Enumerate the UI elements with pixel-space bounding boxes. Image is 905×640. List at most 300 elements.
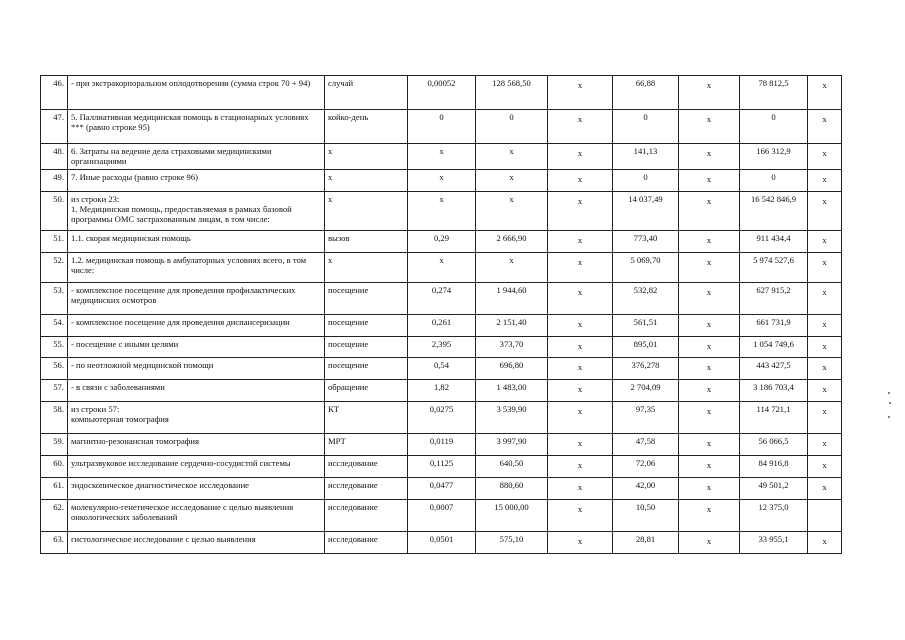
row-name: [68, 283, 325, 315]
cell-norm-cost: [476, 110, 548, 144]
cell-norm-volume: [408, 478, 476, 500]
cell-x-text: х: [706, 114, 712, 124]
row-number-text: 50.: [53, 194, 64, 204]
row-name: [68, 170, 325, 192]
cell-per-capita: [613, 283, 679, 315]
cell-x-text: х: [822, 196, 827, 206]
cell-x: [808, 380, 842, 402]
row-unit-text: случай: [328, 78, 354, 88]
cell-norm-cost: [476, 231, 548, 253]
cell-x: [548, 337, 613, 358]
cell-per-capita: [613, 110, 679, 144]
row-number-text: 48.: [53, 146, 64, 156]
row-name: [68, 380, 325, 402]
cell-per-capita: [613, 253, 679, 283]
row-name: [68, 500, 325, 532]
row-unit-text: х: [328, 146, 333, 156]
row-name-text: - комплексное посещение для проведения профилактических медицинских осмотров: [71, 285, 296, 305]
row-unit-text: исследование: [328, 502, 378, 512]
cell-per-capita-text: 0: [643, 112, 648, 122]
row-unit-text: х: [328, 194, 333, 204]
cell-norm-volume-text: 0,0275: [429, 404, 454, 414]
cell-x: [679, 358, 740, 380]
cell-x: [548, 456, 613, 478]
cell-x: [808, 253, 842, 283]
cell-per-capita-text: 72,06: [635, 458, 656, 468]
row-number-text: 60.: [53, 458, 64, 468]
cell-x-text: х: [577, 235, 583, 245]
cell-x: [548, 110, 613, 144]
row-name-text: ультразвуковое исследование сердечно-сосудистой системы: [71, 458, 291, 468]
row-unit: [325, 337, 408, 358]
cell-x: [808, 231, 842, 253]
cell-x: [679, 110, 740, 144]
cell-per-capita: [613, 337, 679, 358]
cell-x-text: х: [822, 114, 827, 124]
cell-x: [548, 380, 613, 402]
row-name-text: - в связи с заболеваниями: [71, 382, 165, 392]
cell-x: [679, 315, 740, 337]
cell-total-text: 627 915,2: [756, 285, 791, 295]
cell-norm-volume-text: х: [439, 172, 444, 182]
cell-total-text: 56 066,5: [758, 436, 789, 446]
row-number: [41, 402, 68, 434]
row-number-text: 61.: [53, 480, 64, 490]
cell-norm-volume-text: 0,29: [433, 233, 450, 243]
cell-x-text: х: [577, 536, 583, 546]
cell-norm-cost: [476, 170, 548, 192]
cell-x: [679, 231, 740, 253]
cell-x-text: х: [706, 438, 712, 448]
cell-x-text: х: [822, 148, 827, 158]
row-number-text: 59.: [53, 436, 64, 446]
cell-x-text: х: [577, 504, 583, 514]
cell-total: [740, 337, 808, 358]
cell-total: [740, 231, 808, 253]
cell-total-text: 166 312,9: [756, 146, 791, 156]
cell-x-text: х: [706, 235, 712, 245]
cell-x: [548, 192, 613, 231]
cell-total: [740, 434, 808, 456]
cell-per-capita-text: 773,40: [633, 233, 658, 243]
row-number: [41, 231, 68, 253]
cell-per-capita-text: 47,58: [635, 436, 656, 446]
table-row: [41, 170, 842, 192]
row-unit: [325, 380, 408, 402]
cell-x: [548, 76, 613, 110]
row-number: [41, 337, 68, 358]
cell-x-text: х: [822, 341, 827, 351]
scan-artifact: [888, 392, 890, 394]
cell-norm-cost: [476, 380, 548, 402]
scan-artifact: [888, 416, 890, 418]
row-number: [41, 478, 68, 500]
cell-per-capita: [613, 500, 679, 532]
cell-norm-volume-text: х: [439, 255, 444, 265]
cell-norm-volume-text: 0,274: [431, 285, 452, 295]
row-number-text: 49.: [53, 172, 64, 182]
cell-total: [740, 358, 808, 380]
row-unit-text: посещение: [328, 317, 369, 327]
cell-x: [679, 500, 740, 532]
cell-x: [548, 283, 613, 315]
cell-x-text: х: [706, 384, 712, 394]
cell-norm-volume: [408, 76, 476, 110]
cell-x: [548, 358, 613, 380]
cell-norm-volume: [408, 253, 476, 283]
row-name: [68, 478, 325, 500]
cell-x-text: х: [822, 406, 827, 416]
row-number-text: 52.: [53, 255, 64, 265]
cell-x: [808, 192, 842, 231]
row-name: [68, 434, 325, 456]
cell-per-capita: [613, 532, 679, 554]
row-unit: [325, 358, 408, 380]
cell-x: [808, 402, 842, 434]
cell-x: [679, 532, 740, 554]
cell-x: [808, 315, 842, 337]
cell-total: [740, 500, 808, 532]
cell-norm-volume-text: 0,0501: [429, 534, 454, 544]
cell-x: [548, 170, 613, 192]
cell-norm-volume: [408, 110, 476, 144]
cell-per-capita: [613, 315, 679, 337]
cell-norm-cost: [476, 76, 548, 110]
cell-per-capita: [613, 358, 679, 380]
cell-per-capita-text: 14 037,49: [628, 194, 663, 204]
cell-norm-cost-text: 575,10: [499, 534, 524, 544]
cell-norm-cost: [476, 478, 548, 500]
cell-x: [808, 478, 842, 500]
cell-x-text: х: [822, 319, 827, 329]
cell-x: [808, 283, 842, 315]
cell-x: [548, 253, 613, 283]
cell-norm-cost-text: 696,80: [499, 360, 524, 370]
cell-x: [679, 434, 740, 456]
cell-x-text: х: [822, 438, 827, 448]
cell-norm-volume: [408, 500, 476, 532]
cell-x: [548, 532, 613, 554]
cell-per-capita-text: 532,82: [633, 285, 658, 295]
row-number: [41, 380, 68, 402]
row-name-text: эндоскопическое диагностическое исследование: [71, 480, 250, 490]
cell-norm-cost-text: 2 151,40: [496, 317, 527, 327]
cell-per-capita-text: 10,50: [635, 502, 656, 512]
row-number-text: 53.: [53, 285, 64, 295]
cell-norm-volume-text: 0,1125: [429, 458, 454, 468]
cell-x: [548, 315, 613, 337]
row-name-text: 1.2. медицинская помощь в амбулаторных условиях всего, в том числе:: [71, 255, 307, 275]
cell-per-capita: [613, 380, 679, 402]
row-number-text: 47.: [53, 112, 64, 122]
table-row: [41, 231, 842, 253]
cell-x-text: х: [577, 384, 583, 394]
cell-x: [679, 380, 740, 402]
row-number: [41, 358, 68, 380]
budget-table: [40, 75, 842, 554]
table-row: [41, 315, 842, 337]
cell-x-text: х: [822, 384, 827, 394]
cell-x-text: х: [706, 80, 712, 90]
row-number-text: 55.: [53, 339, 64, 349]
row-name: [68, 144, 325, 170]
cell-norm-cost: [476, 192, 548, 231]
row-unit-text: обращение: [328, 382, 369, 392]
cell-x-text: х: [822, 174, 827, 184]
cell-norm-cost: [476, 283, 548, 315]
table-row: [41, 253, 842, 283]
cell-x: [808, 500, 842, 532]
table-row: [41, 358, 842, 380]
row-unit: [325, 110, 408, 144]
cell-norm-cost-text: х: [509, 146, 514, 156]
cell-x: [808, 144, 842, 170]
row-number: [41, 434, 68, 456]
cell-x-text: х: [577, 362, 583, 372]
row-number: [41, 283, 68, 315]
scan-artifact: [889, 402, 891, 404]
row-name: [68, 358, 325, 380]
cell-norm-volume: [408, 283, 476, 315]
cell-norm-volume: [408, 144, 476, 170]
row-name-text: магнитно-резонансная томография: [71, 436, 199, 446]
row-number: [41, 315, 68, 337]
cell-x-text: х: [822, 235, 827, 245]
row-unit-text: вызов: [328, 233, 350, 243]
row-name-text: - при экстракорпоральном оплодотворении (сумма строк 70 + 94): [71, 78, 311, 88]
cell-x-text: х: [577, 460, 583, 470]
cell-x: [679, 144, 740, 170]
cell-norm-cost: [476, 532, 548, 554]
cell-norm-cost-text: 0: [509, 112, 514, 122]
cell-per-capita-text: 141,13: [633, 146, 658, 156]
cell-total: [740, 110, 808, 144]
row-unit: [325, 500, 408, 532]
cell-x: [808, 358, 842, 380]
cell-total-text: 12 375,0: [758, 502, 789, 512]
row-number-text: 51.: [53, 233, 64, 243]
cell-per-capita-text: 42,00: [635, 480, 656, 490]
cell-x-text: х: [577, 148, 583, 158]
row-name: [68, 110, 325, 144]
cell-norm-volume-text: 2,395: [431, 339, 452, 349]
cell-norm-volume-text: 0,0007: [429, 502, 454, 512]
cell-per-capita: [613, 456, 679, 478]
cell-per-capita: [613, 231, 679, 253]
cell-norm-cost: [476, 434, 548, 456]
row-unit: [325, 532, 408, 554]
row-unit-text: исследование: [328, 458, 378, 468]
cell-norm-cost-text: х: [509, 255, 514, 265]
cell-x-text: х: [577, 114, 583, 124]
cell-x-text: х: [706, 287, 712, 297]
table-row: [41, 283, 842, 315]
cell-per-capita: [613, 144, 679, 170]
cell-x-text: х: [577, 174, 583, 184]
cell-x: [548, 478, 613, 500]
row-number: [41, 144, 68, 170]
table-row: [41, 380, 842, 402]
cell-x: [548, 231, 613, 253]
cell-x-text: х: [822, 80, 827, 90]
cell-x-text: х: [706, 196, 712, 206]
cell-x-text: х: [706, 362, 712, 372]
cell-norm-volume: [408, 434, 476, 456]
row-name-text: из строки 57: компьютерная томография: [71, 404, 169, 424]
cell-per-capita: [613, 402, 679, 434]
row-name-text: 5. Паллиативная медицинская помощь в стационарных условиях *** (равно строке 95): [71, 112, 309, 132]
cell-total-text: 84 916,8: [758, 458, 789, 468]
row-name: [68, 456, 325, 478]
cell-x-text: х: [822, 362, 827, 372]
cell-x-text: х: [706, 257, 712, 267]
cell-x: [679, 170, 740, 192]
row-name-text: - посещение с иными целями: [71, 339, 179, 349]
row-name-text: 1.1. скорая медицинская помощь: [71, 233, 191, 243]
cell-x: [679, 283, 740, 315]
cell-total-text: 5 974 527,6: [753, 255, 794, 265]
cell-total: [740, 402, 808, 434]
cell-x: [548, 500, 613, 532]
cell-total: [740, 144, 808, 170]
cell-x: [679, 337, 740, 358]
cell-total-text: 114 721,1: [756, 404, 791, 414]
cell-norm-cost-text: 373,70: [499, 339, 524, 349]
cell-total: [740, 532, 808, 554]
row-name-text: 7. Иные расходы (равно строке 96): [71, 172, 198, 182]
cell-per-capita: [613, 76, 679, 110]
cell-norm-cost: [476, 315, 548, 337]
cell-x: [808, 456, 842, 478]
row-number-text: 54.: [53, 317, 64, 327]
cell-x-text: х: [822, 536, 827, 546]
cell-x-text: х: [822, 287, 827, 297]
cell-total: [740, 456, 808, 478]
cell-x-text: х: [706, 319, 712, 329]
cell-norm-cost-text: 3 539,90: [496, 404, 527, 414]
cell-x-text: х: [706, 148, 712, 158]
cell-total-text: 78 812,5: [758, 78, 789, 88]
row-number: [41, 253, 68, 283]
cell-norm-cost: [476, 402, 548, 434]
row-unit-text: посещение: [328, 285, 369, 295]
row-number-text: 46.: [53, 78, 64, 88]
cell-per-capita: [613, 170, 679, 192]
row-number-text: 57.: [53, 382, 64, 392]
cell-x-text: х: [706, 482, 712, 492]
cell-norm-cost-text: 880,60: [499, 480, 524, 490]
row-unit-text: посещение: [328, 360, 369, 370]
cell-x-text: х: [577, 482, 583, 492]
cell-x-text: х: [577, 406, 583, 416]
row-unit-text: койко-день: [328, 112, 369, 122]
cell-norm-volume: [408, 192, 476, 231]
cell-norm-cost-text: 1 944,60: [496, 285, 527, 295]
cell-norm-cost-text: 128 568,50: [492, 78, 531, 88]
cell-x-text: х: [822, 257, 827, 267]
cell-per-capita-text: 0: [643, 172, 648, 182]
cell-norm-cost: [476, 253, 548, 283]
cell-per-capita-text: 895,01: [633, 339, 658, 349]
cell-x: [679, 456, 740, 478]
cell-x-text: х: [706, 174, 712, 184]
cell-x: [548, 144, 613, 170]
table-row: [41, 532, 842, 554]
row-unit: [325, 456, 408, 478]
row-unit-text: х: [328, 172, 333, 182]
table-row: [41, 192, 842, 231]
cell-norm-cost: [476, 456, 548, 478]
row-name-text: гистологическое исследование с целью выявления: [71, 534, 256, 544]
cell-norm-cost: [476, 337, 548, 358]
table-row: [41, 144, 842, 170]
cell-x: [679, 76, 740, 110]
row-number-text: 63.: [53, 534, 64, 544]
row-name-text: из строки 23: 1. Медицинская помощь, предоставляемая в рамках базовой программы ОМС застрахованным лицам, в том числе:: [71, 194, 292, 224]
row-unit: [325, 315, 408, 337]
row-unit-text: МРТ: [328, 436, 346, 446]
cell-per-capita: [613, 434, 679, 456]
cell-x-text: х: [822, 460, 827, 470]
cell-total: [740, 192, 808, 231]
cell-x: [808, 532, 842, 554]
row-unit: [325, 192, 408, 231]
table-row: [41, 434, 842, 456]
cell-x-text: х: [577, 196, 583, 206]
cell-x-text: х: [577, 80, 583, 90]
row-name: [68, 253, 325, 283]
cell-norm-volume: [408, 456, 476, 478]
row-name-text: молекулярно-генетическое исследование с целью выявления онкологических заболеваний: [71, 502, 294, 522]
cell-total-text: 1 054 749,6: [753, 339, 794, 349]
cell-total: [740, 283, 808, 315]
cell-norm-volume-text: х: [439, 194, 444, 204]
cell-total-text: 661 731,9: [756, 317, 791, 327]
cell-norm-volume: [408, 532, 476, 554]
cell-x: [679, 253, 740, 283]
cell-norm-volume-text: 1,82: [433, 382, 450, 392]
cell-total-text: 49 501,2: [758, 480, 789, 490]
cell-total-text: 16 542 846,9: [750, 194, 797, 204]
cell-per-capita: [613, 192, 679, 231]
row-name-text: 6. Затраты на ведение дела страховыми медицинскими организациями: [71, 146, 272, 166]
cell-total: [740, 253, 808, 283]
row-number: [41, 110, 68, 144]
cell-norm-volume-text: х: [439, 146, 444, 156]
cell-norm-volume: [408, 231, 476, 253]
cell-x: [548, 434, 613, 456]
cell-x: [808, 434, 842, 456]
cell-per-capita-text: 561,51: [633, 317, 658, 327]
row-unit: [325, 402, 408, 434]
row-name-text: - по неотложной медицинской помощи: [71, 360, 214, 370]
cell-x-text: х: [706, 460, 712, 470]
row-name: [68, 315, 325, 337]
cell-x-text: х: [577, 287, 583, 297]
cell-total: [740, 170, 808, 192]
row-unit-text: исследование: [328, 480, 378, 490]
row-name-text: - комплексное посещение для проведения диспансеризации: [71, 317, 290, 327]
cell-x-text: х: [706, 536, 712, 546]
cell-x-text: х: [706, 504, 712, 514]
row-unit-text: исследование: [328, 534, 378, 544]
cell-total: [740, 380, 808, 402]
cell-per-capita-text: 376,278: [631, 360, 660, 370]
cell-norm-cost-text: х: [509, 172, 514, 182]
cell-x: [808, 110, 842, 144]
cell-norm-cost: [476, 358, 548, 380]
row-name: [68, 231, 325, 253]
